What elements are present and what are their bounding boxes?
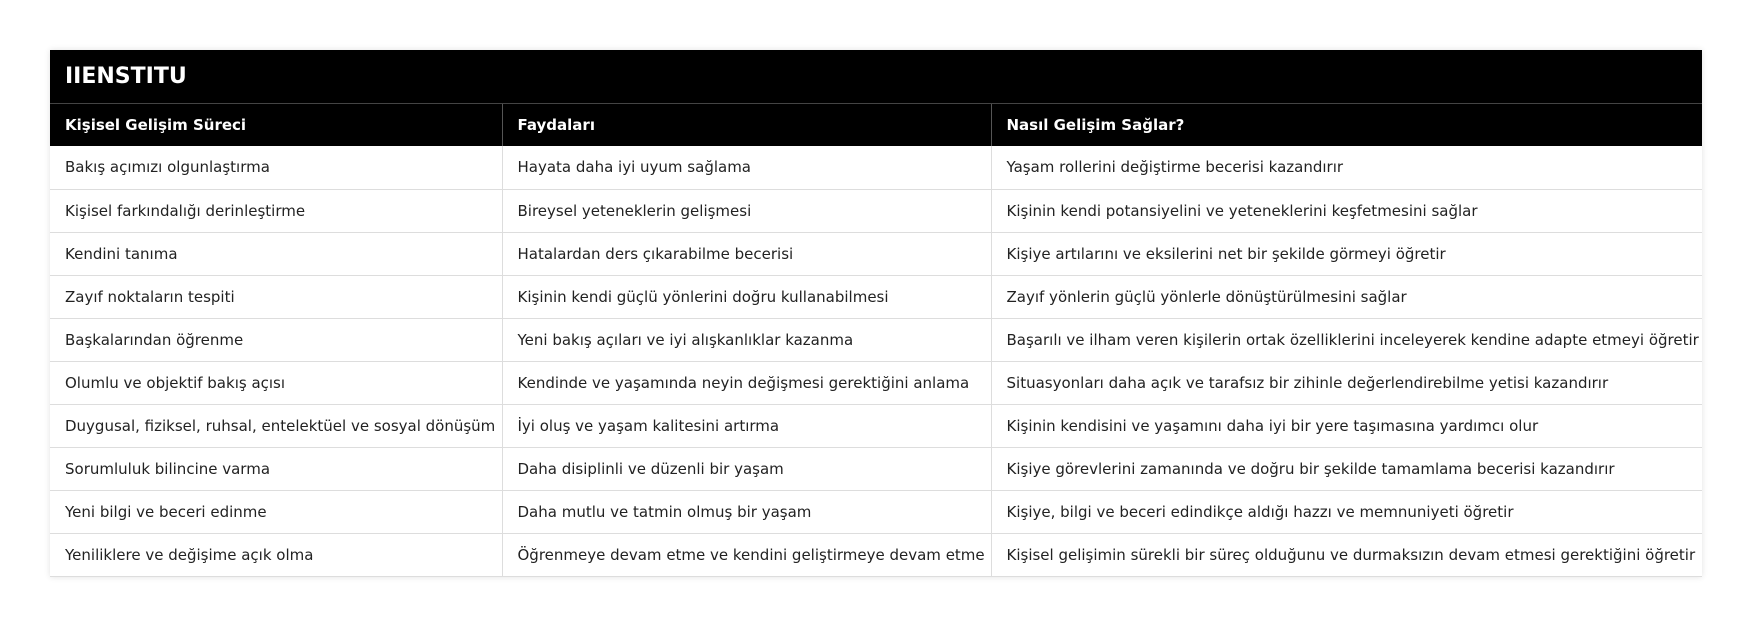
table-cell: Bakış açımızı olgunlaştırma [50, 146, 502, 189]
table-row [50, 533, 1702, 576]
table-cell: Bireysel yeteneklerin gelişmesi [502, 189, 991, 232]
column-header-benefits: Faydaları [502, 104, 991, 146]
table-cell: Daha mutlu ve tatmin olmuş bir yaşam [502, 490, 991, 533]
table-row [50, 232, 1702, 275]
table-cell: Kişiye artılarını ve eksilerini net bir şekilde görmeyi öğretir [991, 232, 1702, 275]
table-row [50, 447, 1702, 490]
table-cell: Başarılı ve ilham veren kişilerin ortak özelliklerini inceleyerek kendine adapte etmeyi öğretir [991, 318, 1702, 361]
table-cell: Kendinde ve yaşamında neyin değişmesi gerektiğini anlama [502, 361, 991, 404]
table-cell: Daha disiplinli ve düzenli bir yaşam [502, 447, 991, 490]
table-cell: Yeni bilgi ve beceri edinme [50, 490, 502, 533]
table-cell: Yeniliklere ve değişime açık olma [50, 533, 502, 576]
table-cell: Sorumluluk bilincine varma [50, 447, 502, 490]
table-cell: Zayıf yönlerin güçlü yönlerle dönüştürülmesini sağlar [991, 275, 1702, 318]
table-cell: Kişinin kendisini ve yaşamını daha iyi bir yere taşımasına yardımcı olur [991, 404, 1702, 447]
table-cell: Yeni bakış açıları ve iyi alışkanlıklar kazanma [502, 318, 991, 361]
table-cell: Kişiye, bilgi ve beceri edindikçe aldığı hazzı ve memnuniyeti öğretir [991, 490, 1702, 533]
table-row [50, 404, 1702, 447]
table-cell: Öğrenmeye devam etme ve kendini geliştirmeye devam etme [502, 533, 991, 576]
table-row [50, 146, 1702, 189]
table-row [50, 275, 1702, 318]
table-cell: Situasyonları daha açık ve tarafsız bir zihinle değerlendirebilme yetisi kazandırır [991, 361, 1702, 404]
table-cell: Hayata daha iyi uyum sağlama [502, 146, 991, 189]
table-cell: İyi oluş ve yaşam kalitesini artırma [502, 404, 991, 447]
table-row [50, 490, 1702, 533]
table-cell: Kendini tanıma [50, 232, 502, 275]
table-cell: Kişiye görevlerini zamanında ve doğru bir şekilde tamamlama becerisi kazandırır [991, 447, 1702, 490]
column-header-how: Nasıl Gelişim Sağlar? [991, 104, 1702, 146]
table-row [50, 318, 1702, 361]
table-row [50, 361, 1702, 404]
table-cell: Olumlu ve objektif bakış açısı [50, 361, 502, 404]
header-row [50, 104, 1702, 146]
table-cell: Duygusal, fiziksel, ruhsal, entelektüel ve sosyal dönüşüm [50, 404, 502, 447]
table-cell: Kişisel gelişimin sürekli bir süreç olduğunu ve durmaksızın devam etmesi gerektiğini öğretir [991, 533, 1702, 576]
table-title: IIENSTITU [50, 50, 1702, 104]
table-cell: Başkalarından öğrenme [50, 318, 502, 361]
data-table-container [50, 50, 1702, 577]
table-cell: Yaşam rollerini değiştirme becerisi kazandırır [991, 146, 1702, 189]
table-cell: Zayıf noktaların tespiti [50, 275, 502, 318]
data-table [50, 104, 1702, 577]
table-cell: Kişisel farkındalığı derinleştirme [50, 189, 502, 232]
column-header-process: Kişisel Gelişim Süreci [50, 104, 502, 146]
table-cell: Kişinin kendi güçlü yönlerini doğru kullanabilmesi [502, 275, 991, 318]
table-cell: Kişinin kendi potansiyelini ve yeteneklerini keşfetmesini sağlar [991, 189, 1702, 232]
table-cell: Hatalardan ders çıkarabilme becerisi [502, 232, 991, 275]
table-row [50, 189, 1702, 232]
